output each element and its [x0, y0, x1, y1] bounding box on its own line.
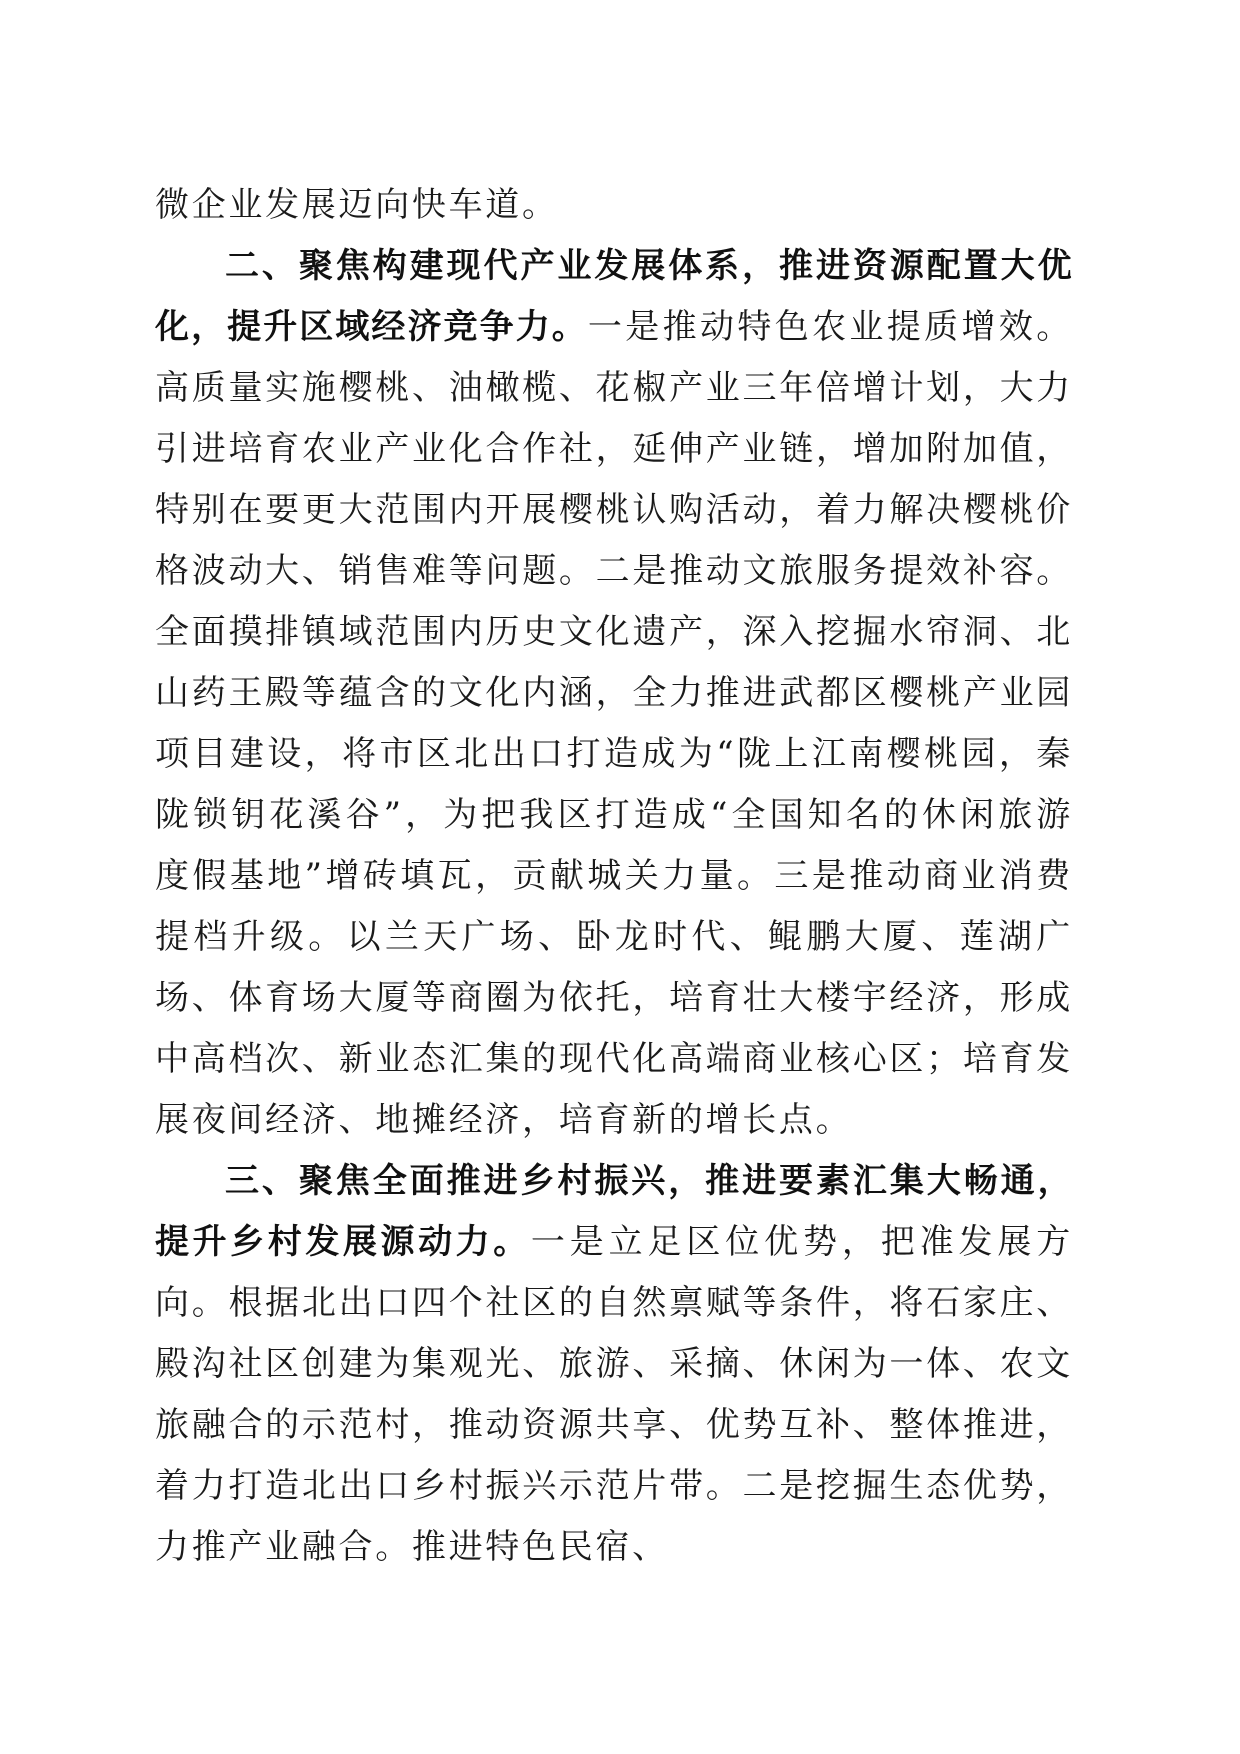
document-body	[155, 175, 1073, 1578]
paragraph-text: 一是立足区位优势，把准发展方向。根据北出口四个社区的自然禀赋等条件，将石家庄、殿沟社区创建为集观光、旅游、采摘、休闲为一体、农文旅融合的示范村，推动资源共享、优势互补、整体推进，着力打造北出口乡村振兴示范片带。二是挖掘生态优势，力推产业融合。推进特色民宿、	[155, 1222, 1073, 1567]
section-heading: 三、聚焦全面推进乡村振兴，推进要素汇集大畅通，提升乡村发展源动力。	[155, 1161, 1073, 1262]
paragraph-continuation	[155, 175, 1073, 236]
paragraph-section-two	[155, 236, 1073, 1151]
paragraph-text: 微企业发展迈向快车道。	[155, 185, 559, 225]
section-heading: 二、聚焦构建现代产业发展体系，推进资源配置大优化，提升区域经济竞争力。	[155, 246, 1073, 347]
paragraph-section-three	[155, 1151, 1073, 1578]
paragraph-text: 一是推动特色农业提质增效。高质量实施樱桃、油橄榄、花椒产业三年倍增计划，大力引进培育农业产业化合作社，延伸产业链，增加附加值，特别在要更大范围内开展樱桃认购活动，着力解决樱桃价格波动大、销售难等问题。二是推动文旅服务提效补容。全面摸排镇域范围内历史文化遗产，深入挖掘水帘洞、北山药王殿等蕴含的文化内涵，全力推进武都区樱桃产业园项目建设，将市区北出口打造成为“陇上江南樱桃园，秦陇锁钥花溪谷”，为把我区打造成“全国知名的休闲旅游度假基地”增砖填瓦，贡献城关力量。三是推动商业消费提档升级。以兰天广场、卧龙时代、鲲鹏大厦、莲湖广场、体育场大厦等商圈为依托，培育壮大楼宇经济，形成中高档次、新业态汇集的现代化高端商业核心区；培育发展夜间经济、地摊经济，培育新的增长点。	[155, 307, 1073, 1140]
